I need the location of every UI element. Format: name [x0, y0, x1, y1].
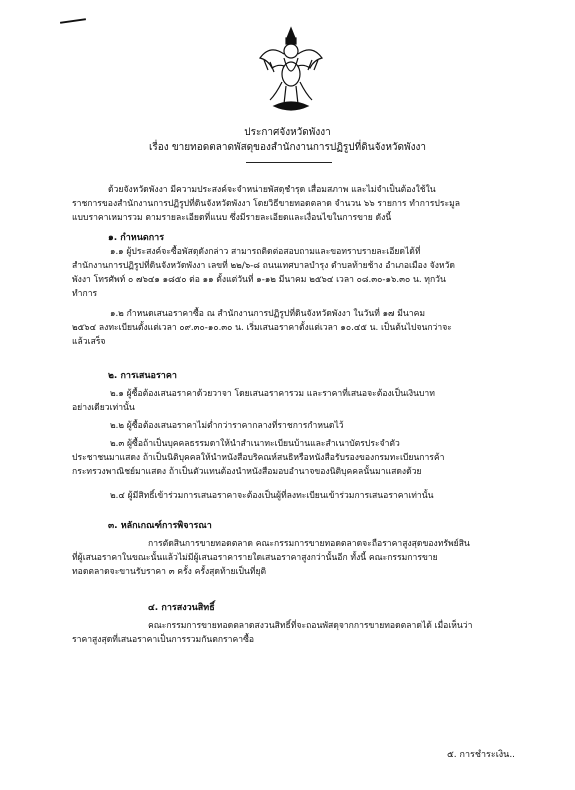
section-2-para-3: ๒.๓ ผู้ซื้อถ้าเป็นบุคคลธรรมดาให้นำสำเนาทะเบียนบ้านและสำเนาบัตรประจำตัว ประชาชนมาแสดง ถ้าเป็นนิติบุคคลให้นำหนังสือบริคณห์สนธิหรือหนังสือรับรองของกรมทะเบียนการค้า กระทรวงพาณิชย์มาแสดง ถ้าเป็นตัวแทนต้องนำหนังสือมอบอำนาจของนิติบุคคลนั้นมาแสดงด้วย: [72, 439, 445, 477]
pen-mark: [60, 18, 86, 24]
garuda-emblem-icon: [256, 24, 326, 114]
section-2-para-1: ๒.๑ ผู้ซื้อต้องเสนอราคาด้วยวาจา โดยเสนอราคารวม และราคาที่เสนอจะต้องเป็นเงินบาท อย่างเดียวเท่านั้น: [72, 389, 435, 413]
heading-divider: [246, 162, 332, 163]
section-2-para-4: ๒.๔ ผู้มีสิทธิ์เข้าร่วมการเสนอราคาจะต้องเป็นผู้ที่ลงทะเบียนเข้าร่วมการเสนอราคาเท่านั้น: [110, 491, 434, 501]
section-4-para-1: คณะกรรมการขายทอดตลาดสงวนสิทธิ์ที่จะถอนพัสดุจากการขายทอดตลาดได้ เมื่อเห็นว่า ราคาสูงสุดที่เสนอราคาเป็นการรวมกันตกราคาซื้อ: [72, 621, 473, 645]
section-4-title: ๔. การสงวนสิทธิ์: [148, 603, 215, 613]
continuation-note: ๕. การชำระเงิน..: [447, 750, 516, 760]
section-1-para-2: ๑.๒ กำหนดเสนอราคาซื้อ ณ สำนักงานการปฏิรูปที่ดินจังหวัดพังงา ในวันที่ ๑๗ มีนาคม ๒๕๖๔ ลงทะเบียนตั้งแต่เวลา ๐๙.๓๐-๑๐.๓๐ น. เริ่มเสนอราคาตั้งแต่เวลา ๑๐.๔๕ น. เป็นต้นไปจนกว่าจะ แล้วเสร็จ: [72, 309, 452, 347]
section-1-para-1: ๑.๑ ผู้ประสงค์จะซื้อพัสดุดังกล่าว สามารถติดต่อสอบถามและขอทราบรายละเอียดได้ที่ สำนักงานการปฏิรูปที่ดินจังหวัดพังงา เลขที่ ๒๒/๖-๘ ถนนเทศบาลบำรุง ตำบลท้ายช้าง อำเภอเมือง จังหวัด พังงา โทรศัพท์ ๐ ๗๖๔๑ ๑๘๕๐ ต่อ ๑๑ ตั้งแต่วันที่ ๑-๑๒ มีนาคม ๒๕๖๔ เวลา ๐๘.๓๐-๑๖.๓๐ น. ทุกวัน ทำการ: [72, 247, 456, 299]
section-3-title: ๓. หลักเกณฑ์การพิจารณา: [108, 521, 212, 531]
section-1-title: ๑. กำหนดการ: [108, 233, 165, 243]
section-3-para-1: การตัดสินการขายทอดตลาด คณะกรรมการขายทอดตลาดจะถือราคาสูงสุดของทรัพย์สิน ที่ผู้เสนอราคาในขณะนั้นแล้วไม่มีผู้เสนอราคารายใดเสนอราคาสูงกว่านั้นอีก ทั้งนี้ คณะกรรมการขาย ทอดตลาดจะขานรับราคา ๓ ครั้ง ครั้งสุดท้ายเป็นที่ยุติ: [72, 539, 470, 577]
section-2-para-2: ๒.๒ ผู้ซื้อต้องเสนอราคาไม่ต่ำกว่าราคากลางที่ราชการกำหนดไว้: [110, 421, 344, 431]
intro-paragraph: ด้วยจังหวัดพังงา มีความประสงค์จะจำหน่ายพัสดุชำรุด เสื่อมสภาพ และไม่จำเป็นต้องใช้ใน ราชการของสำนักงานการปฏิรูปที่ดินจังหวัดพังงา โดยวิธีขายทอดตลาด จำนวน ๖๖ รายการ ทำการประมูล แบบราคาเหมารวม ตามรายละเอียดที่แนบ ซึ่งมีรายละเอียดและเงื่อนไขในการขาย ดังนี้: [72, 185, 461, 223]
document-org: ประกาศจังหวัดพังงา: [244, 127, 331, 138]
document-subject: เรื่อง ขายทอดตลาดพัสดุของสำนักงานการปฏิรูปที่ดินจังหวัดพังงา: [148, 142, 426, 153]
section-2-title: ๒. การเสนอราคา: [108, 371, 177, 381]
